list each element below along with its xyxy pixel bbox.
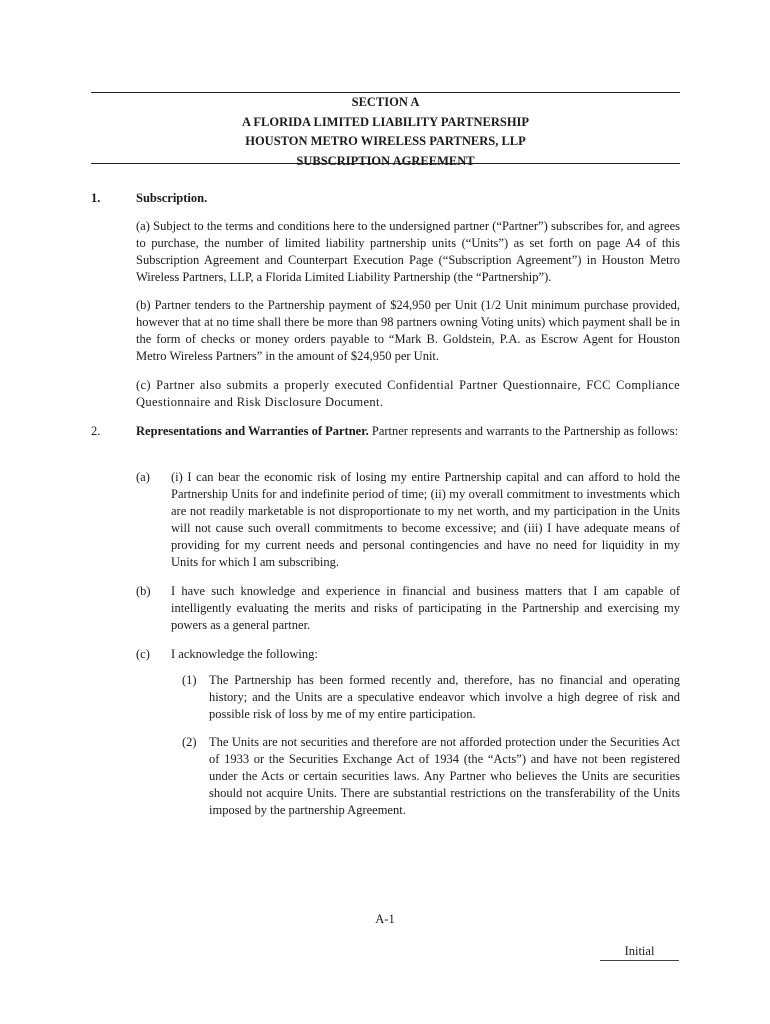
section2-item-b-text: I have such knowledge and experience in financial and business matters that I am capable of intelligently evaluating the merits and risks of participating in the Partnership and exercising my powers as a general partner. (171, 584, 680, 632)
header-bottom-rule (91, 163, 680, 164)
section2-item-c-text: I acknowledge the following: (171, 647, 318, 661)
page-number: A-1 (375, 912, 395, 926)
section2-item-b-label: (b) (136, 584, 151, 598)
section2-heading (91, 423, 680, 440)
document-header (91, 93, 680, 171)
section2-subitem-1-label: (1) (182, 673, 197, 687)
initial-label: Initial (624, 944, 655, 958)
section2-title: Representations and Warranties of Partner. (136, 424, 369, 438)
header-section-label: SECTION A (351, 95, 420, 109)
section1-paragraph-c: (c) Partner also submits a properly executed Confidential Partner Questionnaire, FCC Compliance Questionnaire and Risk Disclosure Document. (136, 378, 680, 409)
header-agreement-title: SUBSCRIPTION AGREEMENT (296, 153, 475, 168)
section2-number: 2. (91, 424, 101, 438)
section1-paragraph-a: (a) Subject to the terms and conditions here to the undersigned partner (“Partner”) subscribes for, and agrees to purchase, the number of limited liability partnership units (“Units”) as set forth on page A4 of this Subscription Agreement and Counterpart Execution Page (“Subscription Agreement”) in Houston Metro Wireless Partners, LLP, a Florida Limited Liability Partnership (the “Partnership”). (136, 219, 680, 284)
section2-subitem-2-text: The Units are not securities and therefore are not afforded protection under the Securities Act of 1933 or the Securities Exchange Act of 1934 (the “Acts”) and have not been registered under the Acts or certain securities laws. Any Partner who believes the Units are securities should not acquire Units. There are substantial restrictions on the transferability of the Units imposed by the partnership Agreement. (209, 735, 680, 817)
section2-subitem-2-label: (2) (182, 735, 197, 749)
section2-intro: Partner represents and warrants to the Partnership as follows: (368, 424, 679, 438)
header-partnership-name: HOUSTON METRO WIRELESS PARTNERS, LLP (245, 134, 526, 148)
section2-item-a-text: (i) I can bear the economic risk of losing my entire Partnership capital and can afford to hold the Partnership Units for and indefinite period of time; (ii) my overall commitment to investments which are not readily marketable is not disproportionate to my net worth, and my participation in the Units will not cause such overall commitments to become excessive; and (iii) I have adequate means of providing for my current needs and personal contingencies and have no need for liquidity in my Units for which I am subscribing. (171, 470, 680, 569)
section2-item-a-label: (a) (136, 470, 150, 484)
section2-item-c-label: (c) (136, 647, 150, 661)
header-partnership-type: A FLORIDA LIMITED LIABILITY PARTNERSHIP (241, 114, 530, 129)
section2-subitem-1-text: The Partnership has been formed recently and, therefore, has no financial and operating history; and the Units are a speculative endeavor which involve a high degree of risk and possible risk of loss by me of my entire participation. (209, 673, 680, 721)
initial-signature-line (600, 960, 679, 961)
section1-paragraph-b: (b) Partner tenders to the Partnership payment of $24,950 per Unit (1/2 Unit minimum purchase provided, however that at no time shall there be more than 98 partners owning Voting units) which payment shall be in the form of checks or money orders payable to “Mark B. Goldstein, P.A. as Escrow Agent for Houston Metro Wireless Partners” in the amount of $24,950 per Unit. (136, 298, 680, 363)
section1-title: Subscription. (136, 191, 208, 205)
section1-number: 1. (91, 191, 101, 205)
